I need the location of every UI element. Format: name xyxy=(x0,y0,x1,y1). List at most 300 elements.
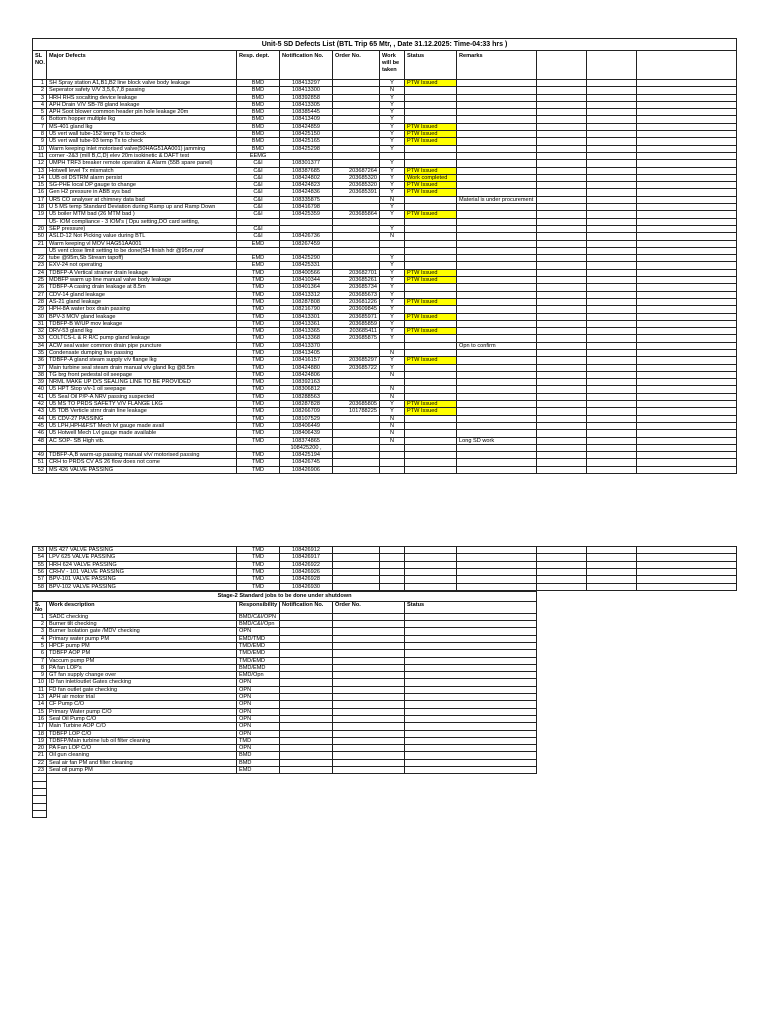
stage2-resp: BMD/C&I/Opn xyxy=(237,621,280,628)
row-dept: C&I xyxy=(237,233,280,240)
row-empty xyxy=(587,393,637,400)
table-row xyxy=(33,422,737,429)
row-order xyxy=(333,430,380,437)
row-work-taken: N xyxy=(380,430,405,437)
table-row xyxy=(33,328,737,335)
row-dept: EMD xyxy=(237,262,280,269)
row-empty xyxy=(587,650,637,657)
row-number: 4 xyxy=(33,101,47,108)
row-work-taken: Y xyxy=(380,262,405,269)
row-empty xyxy=(637,408,737,415)
stage2-col-work: Work description xyxy=(47,601,237,613)
row-dept: TMD xyxy=(237,561,280,568)
row-empty xyxy=(587,686,637,693)
stage2-number: 7 xyxy=(33,657,47,664)
stage2-status xyxy=(405,745,537,752)
row-empty xyxy=(537,767,587,774)
row-order xyxy=(333,152,380,159)
row-empty xyxy=(587,291,637,298)
stage2-row xyxy=(33,628,737,635)
row-empty xyxy=(537,269,587,276)
stage2-row xyxy=(33,715,737,722)
row-dept: C&I xyxy=(237,189,280,196)
stage2-work: Primary water pump PM xyxy=(47,635,237,642)
row-defect: LUB oil DSTRM alarm persist xyxy=(47,174,237,181)
stage2-number xyxy=(33,803,47,810)
table-row xyxy=(33,160,737,167)
row-empty xyxy=(537,466,587,473)
row-empty xyxy=(537,138,587,145)
row-defect: tube @95m,Sb Stream tapoff) xyxy=(47,255,237,262)
table-row xyxy=(33,561,737,568)
row-remarks xyxy=(457,138,537,145)
row-defect: COLTCS-L & R R/C pump gland leakage xyxy=(47,335,237,342)
row-empty xyxy=(537,247,587,254)
row-work-taken: Y xyxy=(380,189,405,196)
row-defect: APH Drain V/V SB-78 gland leakage xyxy=(47,101,237,108)
row-number: 12 xyxy=(33,160,47,167)
row-status xyxy=(405,568,457,575)
row-empty xyxy=(405,218,457,225)
row-empty xyxy=(587,379,637,386)
row-notification: 108406439 xyxy=(280,430,333,437)
row-remarks xyxy=(457,415,537,422)
stage2-resp: TMD xyxy=(237,737,280,744)
row-empty xyxy=(280,788,333,795)
stage2-work: Burner Isolation gate /MDV checking xyxy=(47,628,237,635)
row-order: 101788225 xyxy=(333,408,380,415)
row-dept: EMD xyxy=(237,240,280,247)
stage2-col-order: Order No. xyxy=(333,601,405,613)
row-number: 46 xyxy=(33,430,47,437)
row-empty xyxy=(537,635,587,642)
row-empty xyxy=(587,430,637,437)
row-notification: 108413405 xyxy=(280,349,333,356)
row-number: 38 xyxy=(33,371,47,378)
row-dept xyxy=(237,444,280,451)
row-defect: HRH RHS socalting device leakage xyxy=(47,94,237,101)
row-remarks xyxy=(457,182,537,189)
row-empty xyxy=(537,94,587,101)
stage2-notif xyxy=(280,745,333,752)
row-notification: 108426926 xyxy=(280,568,333,575)
table-row xyxy=(33,225,737,232)
row-remarks xyxy=(457,561,537,568)
row-number: 37 xyxy=(33,364,47,371)
row-number: 18 xyxy=(33,204,47,211)
row-empty xyxy=(637,745,737,752)
stage2-work: CF Pump C/O xyxy=(47,701,237,708)
row-empty xyxy=(637,284,737,291)
row-empty xyxy=(637,715,737,722)
row-status: Work completed xyxy=(405,174,457,181)
row-remarks xyxy=(457,364,537,371)
row-empty xyxy=(637,796,737,803)
row-empty xyxy=(537,723,587,730)
row-dept: TMD xyxy=(237,298,280,305)
stage2-notif xyxy=(280,737,333,744)
row-empty xyxy=(637,357,737,364)
row-order xyxy=(333,160,380,167)
stage2-notif xyxy=(280,759,333,766)
row-status xyxy=(405,87,457,94)
table-row xyxy=(33,247,737,254)
stage2-work: Oil gun cleaning xyxy=(47,752,237,759)
row-work-taken: Y xyxy=(380,320,405,327)
row-defect: SH Spray station A1,B1,B2 line block valve body leakage xyxy=(47,80,237,87)
row-number: 27 xyxy=(33,291,47,298)
row-number: 20 xyxy=(33,225,47,232)
row-remarks xyxy=(457,94,537,101)
row-empty xyxy=(587,583,637,590)
stage2-col-sl: S. No xyxy=(33,601,47,613)
row-empty xyxy=(380,803,405,810)
row-empty xyxy=(637,466,737,473)
row-empty xyxy=(587,342,637,349)
row-defect: MS 427 VALVE PASSING xyxy=(47,547,237,554)
row-remarks xyxy=(457,306,537,313)
row-empty xyxy=(537,561,587,568)
row-empty xyxy=(333,247,380,254)
table-row xyxy=(33,342,737,349)
row-empty xyxy=(587,284,637,291)
stage2-resp: TMD/EMD xyxy=(237,657,280,664)
row-work-taken: Y xyxy=(380,101,405,108)
stage2-order xyxy=(333,752,405,759)
table-row xyxy=(33,379,737,386)
row-status: PTW Issued xyxy=(405,357,457,364)
row-notification: 108426745 xyxy=(280,459,333,466)
row-dept: C&I xyxy=(237,196,280,203)
table-row xyxy=(33,116,737,123)
row-empty xyxy=(587,657,637,664)
row-work-taken: Y xyxy=(380,138,405,145)
col-empty xyxy=(537,51,587,80)
row-empty xyxy=(637,211,737,218)
row-empty xyxy=(637,371,737,378)
row-empty xyxy=(537,225,587,232)
row-number: 57 xyxy=(33,576,47,583)
row-empty xyxy=(47,796,237,803)
row-empty xyxy=(537,240,587,247)
stage2-order xyxy=(333,628,405,635)
row-status xyxy=(405,364,457,371)
row-notification: 108267459 xyxy=(280,240,333,247)
row-remarks: Opn to confirm xyxy=(457,342,537,349)
row-remarks xyxy=(457,80,537,87)
row-empty xyxy=(637,109,737,116)
row-notification: 108426917 xyxy=(280,554,333,561)
row-notification: 108425290 xyxy=(280,255,333,262)
defects-sheet xyxy=(32,38,736,818)
row-empty xyxy=(587,723,637,730)
col-sl: SL NO. xyxy=(33,51,47,80)
row-empty xyxy=(637,101,737,108)
row-order xyxy=(333,255,380,262)
row-defect: U5 Hotwell Mech Lvl gauge made available xyxy=(47,430,237,437)
row-empty xyxy=(637,547,737,554)
row-notification: 108416157 xyxy=(280,357,333,364)
row-remarks xyxy=(457,452,537,459)
row-empty xyxy=(537,803,587,810)
row-number: 55 xyxy=(33,561,47,568)
row-empty xyxy=(587,269,637,276)
row-number: 17 xyxy=(33,196,47,203)
row-empty xyxy=(637,204,737,211)
row-empty xyxy=(587,255,637,262)
row-order xyxy=(333,422,380,429)
row-empty xyxy=(637,116,737,123)
stage2-order xyxy=(333,701,405,708)
row-defect: U5 HPT Stop v/v-1 oil seepage xyxy=(47,386,237,393)
row-defect: U5 MS TO PRDS SAFETY V/V FLANGE LKG xyxy=(47,401,237,408)
row-work-taken xyxy=(380,459,405,466)
row-empty xyxy=(637,94,737,101)
row-defect: CRHV - 101 VALVE PASSING xyxy=(47,568,237,575)
row-defect: U5 vert wall tube-152 temp Tx to check xyxy=(47,131,237,138)
row-empty xyxy=(637,233,737,240)
row-number: 49 xyxy=(33,452,47,459)
row-notification: 108425150 xyxy=(280,131,333,138)
row-empty xyxy=(537,452,587,459)
stage2-order xyxy=(333,723,405,730)
row-empty xyxy=(457,803,537,810)
row-remarks xyxy=(457,459,537,466)
row-dept: TMD xyxy=(237,401,280,408)
col-work: Work will be taken xyxy=(380,51,405,80)
row-empty xyxy=(587,109,637,116)
row-dept: TMD xyxy=(237,430,280,437)
row-empty xyxy=(637,291,737,298)
row-defect: BPV-3 MOV gland leakage xyxy=(47,313,237,320)
table-row xyxy=(33,182,737,189)
header-row xyxy=(33,51,737,80)
row-number: 41 xyxy=(33,393,47,400)
row-empty xyxy=(587,298,637,305)
row-remarks xyxy=(457,233,537,240)
row-empty xyxy=(457,774,537,781)
row-number: 31 xyxy=(33,320,47,327)
row-order: 203685320 xyxy=(333,174,380,181)
row-order xyxy=(333,554,380,561)
row-status xyxy=(405,306,457,313)
row-defect: U5 vert wall tube-93 temp Tx to check xyxy=(47,138,237,145)
row-notification: 108413368 xyxy=(280,335,333,342)
stage2-blank-row xyxy=(33,781,737,788)
row-empty xyxy=(537,277,587,284)
row-empty xyxy=(537,342,587,349)
stage2-resp: OPN xyxy=(237,723,280,730)
row-notification: 108406449 xyxy=(280,422,333,429)
row-status: PTW Issued xyxy=(405,80,457,87)
row-empty xyxy=(637,160,737,167)
row-empty xyxy=(637,138,737,145)
row-order: 203685971 xyxy=(333,313,380,320)
row-empty xyxy=(537,759,587,766)
row-notification: 108424836 xyxy=(280,189,333,196)
row-empty xyxy=(637,568,737,575)
stage2-number: 16 xyxy=(33,715,47,722)
col-empty xyxy=(587,51,637,80)
row-empty xyxy=(587,401,637,408)
row-empty xyxy=(587,87,637,94)
row-number: 15 xyxy=(33,182,47,189)
row-defect: TDBFP-A Vertical strainer drain leakage xyxy=(47,269,237,276)
stage2-order xyxy=(333,759,405,766)
row-empty xyxy=(637,393,737,400)
stage2-number xyxy=(33,796,47,803)
row-order xyxy=(333,576,380,583)
row-status xyxy=(405,204,457,211)
table-row xyxy=(33,291,737,298)
stage2-order xyxy=(333,650,405,657)
row-defect: Gen H2 pressure in ABB sys bad xyxy=(47,189,237,196)
row-work-taken: Y xyxy=(380,298,405,305)
row-dept: TMD xyxy=(237,269,280,276)
table-row xyxy=(33,80,737,87)
row-status xyxy=(405,349,457,356)
stage2-resp: TMD/EMD xyxy=(237,643,280,650)
row-empty xyxy=(237,774,280,781)
row-dept: BMD xyxy=(237,80,280,87)
stage2-work: PA fan LOP's xyxy=(47,664,237,671)
table-row xyxy=(33,320,737,327)
row-empty xyxy=(457,788,537,795)
row-remarks xyxy=(457,284,537,291)
row-notification: 108413370 xyxy=(280,342,333,349)
row-empty xyxy=(637,167,737,174)
row-status xyxy=(405,459,457,466)
table-row xyxy=(33,547,737,554)
row-remarks xyxy=(457,576,537,583)
row-dept: BMD xyxy=(237,123,280,130)
row-empty xyxy=(587,730,637,737)
row-empty xyxy=(587,225,637,232)
row-notification: 108413297 xyxy=(280,80,333,87)
row-order xyxy=(333,379,380,386)
stage2-row xyxy=(33,745,737,752)
row-number: 19 xyxy=(33,211,47,218)
row-empty xyxy=(380,247,405,254)
row-empty xyxy=(537,810,587,817)
row-order: 203685320 xyxy=(333,182,380,189)
row-empty xyxy=(637,686,737,693)
row-empty xyxy=(537,583,587,590)
row-remarks xyxy=(457,393,537,400)
row-order: 203685391 xyxy=(333,189,380,196)
row-empty xyxy=(537,621,587,628)
row-empty xyxy=(405,774,457,781)
row-empty xyxy=(537,379,587,386)
row-status xyxy=(405,196,457,203)
row-number: 35 xyxy=(33,349,47,356)
row-status: PTW Issued xyxy=(405,189,457,196)
stage2-status xyxy=(405,759,537,766)
row-empty xyxy=(587,576,637,583)
row-notification: 108424802 xyxy=(280,174,333,181)
row-work-taken: N xyxy=(380,196,405,203)
row-defect: Seperator safety V/V 3,5,6,7,8 passing xyxy=(47,87,237,94)
row-empty xyxy=(587,708,637,715)
row-status xyxy=(405,152,457,159)
row-status xyxy=(405,101,457,108)
row-order xyxy=(333,116,380,123)
row-status xyxy=(405,145,457,152)
row-empty xyxy=(333,774,380,781)
row-empty xyxy=(637,643,737,650)
row-dept: TMD xyxy=(237,386,280,393)
table-row xyxy=(33,87,737,94)
row-empty xyxy=(637,759,737,766)
stage2-work: FD fan outlet gate checking xyxy=(47,686,237,693)
row-dept: C&I xyxy=(237,174,280,181)
stage2-order xyxy=(333,730,405,737)
stage2-number: 5 xyxy=(33,643,47,650)
row-remarks xyxy=(457,568,537,575)
row-notification: 108413365 xyxy=(280,328,333,335)
row-empty xyxy=(537,774,587,781)
stage2-work: TDBFP LOP C/O xyxy=(47,730,237,737)
row-number: 5 xyxy=(33,109,47,116)
row-notification: 108401364 xyxy=(280,284,333,291)
row-number: 29 xyxy=(33,306,47,313)
row-work-taken: N xyxy=(380,371,405,378)
stage2-status xyxy=(405,723,537,730)
row-empty xyxy=(637,628,737,635)
row-work-taken: Y xyxy=(380,328,405,335)
row-empty xyxy=(457,444,537,451)
stage2-row xyxy=(33,737,737,744)
row-order xyxy=(333,393,380,400)
row-status: PTW Issued xyxy=(405,167,457,174)
row-notification: 108413300 xyxy=(280,87,333,94)
row-dept: TMD xyxy=(237,437,280,444)
row-dept: TMD xyxy=(237,554,280,561)
row-work-taken: Y xyxy=(380,123,405,130)
row-defect: TG brg front pedestal oil seepage xyxy=(47,371,237,378)
stage2-number xyxy=(33,788,47,795)
row-work-taken xyxy=(380,240,405,247)
row-status xyxy=(405,233,457,240)
row-defect: U5- IOM compliance - 3 IOM's ( Dpu setting,DO card setting, xyxy=(47,218,237,225)
row-empty xyxy=(587,452,637,459)
stage2-status xyxy=(405,730,537,737)
table-row xyxy=(33,218,737,225)
stage2-work: APH air motor trial xyxy=(47,694,237,701)
row-dept: TMD xyxy=(237,452,280,459)
row-remarks xyxy=(457,386,537,393)
row-empty xyxy=(587,679,637,686)
row-defect: EXV-24 not operating xyxy=(47,262,237,269)
row-notification: 108216790 xyxy=(280,306,333,313)
row-empty xyxy=(537,182,587,189)
stage2-resp: TMD/EMD xyxy=(237,650,280,657)
row-notification: 108426922 xyxy=(280,561,333,568)
stage2-number: 18 xyxy=(33,730,47,737)
row-defect: HRH 624 VALVE PASSING xyxy=(47,561,237,568)
row-remarks xyxy=(457,240,537,247)
row-empty xyxy=(587,145,637,152)
row-empty xyxy=(587,694,637,701)
row-empty xyxy=(47,781,237,788)
row-order: 203687264 xyxy=(333,167,380,174)
row-remarks xyxy=(457,401,537,408)
stage2-notif xyxy=(280,730,333,737)
row-empty xyxy=(587,138,637,145)
stage2-status xyxy=(405,621,537,628)
row-empty xyxy=(637,679,737,686)
row-empty xyxy=(637,810,737,817)
